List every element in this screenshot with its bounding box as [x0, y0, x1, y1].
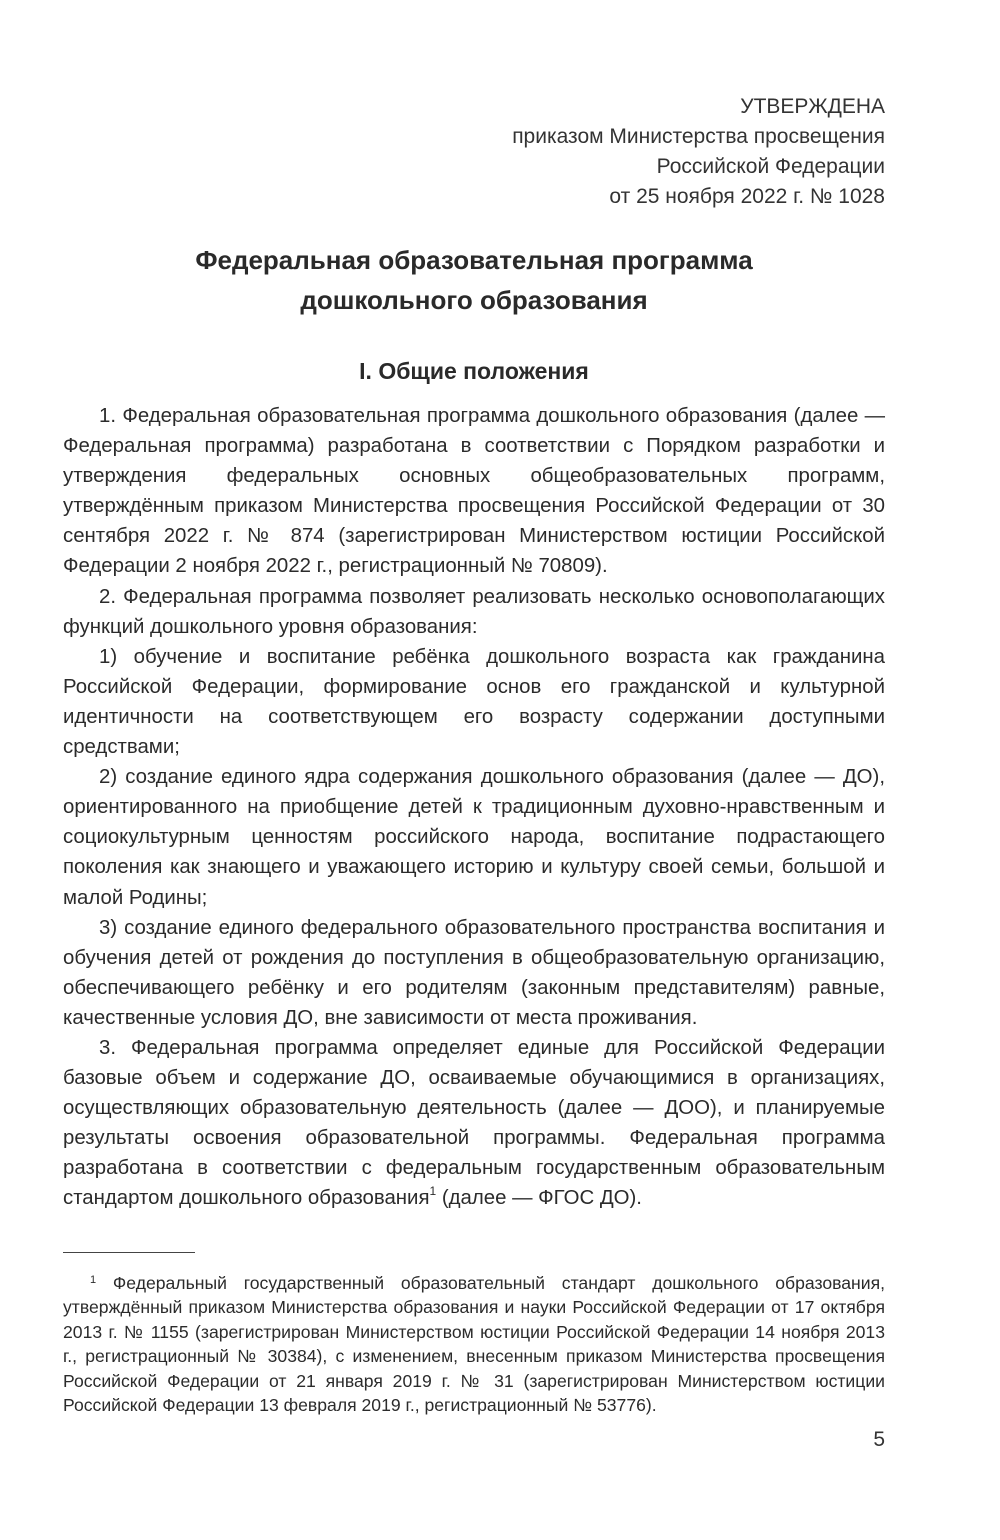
- page-number: 5: [873, 1428, 885, 1451]
- list-item-2: 2) создание единого ядра содержания дошкольного образования (далее — ДО), ориентированного на приобщение детей к традиционным духовно-нравственным и социокультурным ценностям российского народа, воспитание подрастающего поколения как знающего и уважающего историю и культуру своей семьи, большой и малой Родины;: [63, 766, 885, 909]
- footnote-marker: 1: [90, 1274, 97, 1286]
- document-body: [63, 401, 885, 1214]
- list-item-1: 1) обучение и воспитание ребёнка дошкольного возраста как гражданина Российской Федерации, формирование основ его гражданской и культурной идентичности на соответствующем его возрасту содержании доступными средствами;: [63, 645, 885, 759]
- approval-line-1: приказом Министерства просвещения: [512, 125, 885, 148]
- approval-line-2: Российской Федерации: [656, 155, 885, 178]
- approval-stamp: [512, 92, 885, 212]
- approval-status: УТВЕРЖДЕНА: [740, 95, 885, 118]
- paragraph-1: 1. Федеральная образовательная программа дошкольного образования (далее — Федеральная программа) разработана в соответствии с Порядком разработки и утверждения федеральных основных общеобразовательных программ, утверждённым приказом Министерства просвещения Российской Федерации от 30 сентября 2022 г. № 874 (зарегистрирован Министерством юстиции Российской Федерации 2 ноября 2022 г., регистрационный № 70809).: [63, 405, 885, 578]
- title-line-2: дошкольного образования: [300, 285, 648, 315]
- footnote: [63, 1271, 885, 1417]
- footnote-reference: 1: [429, 1184, 437, 1199]
- title-line-1: Федеральная образовательная программа: [195, 245, 753, 275]
- footnote-text: Федеральный государственный образовательный стандарт дошкольного образования, утверждённый приказом Министерства образования и науки Российской Федерации от 17 октября 2013 г. № 1155 (зарегистрирован Министерством юстиции Российской Федерации 14 ноября 2013 г., регистрационный № 30384), с изменением, внесенным приказом Министерства просвещения Российской Федерации от 21 января 2019 г. № 31 (зарегистрирован Министерством юстиции Российской Федерации 13 февраля 2019 г., регистрационный № 53776).: [63, 1273, 885, 1416]
- footnote-divider: [63, 1252, 195, 1253]
- list-item-3: 3) создание единого федерального образовательного пространства воспитания и обучения детей от рождения до поступления в общеобразовательную организацию, обеспечивающего ребёнку и его родителям (законным представителям) равные, качественные условия ДО, вне зависимости от места проживания.: [63, 916, 885, 1029]
- approval-line-3: от 25 ноября 2022 г. № 1028: [609, 185, 885, 208]
- document-title: [63, 240, 885, 320]
- paragraph-3: [63, 1033, 885, 1214]
- paragraph-2: 2. Федеральная программа позволяет реализовать несколько основополагающих функций дошкольного уровня образования:: [63, 585, 885, 638]
- paragraph-3-tail: (далее — ФГОС ДО).: [436, 1187, 642, 1210]
- section-heading: I. Общие положения: [359, 358, 589, 384]
- paragraph-3-text: 3. Федеральная программа определяет единые для Российской Федерации базовые объем и содержание ДО, осваиваемые обучающимися в организациях, осуществляющих образовательную деятельность (далее — ДОО), и планируемые результаты освоения образовательной программы. Федеральная программа разработана в соответствии с федеральным государственным образовательным стандартом дошкольного образования: [63, 1036, 885, 1210]
